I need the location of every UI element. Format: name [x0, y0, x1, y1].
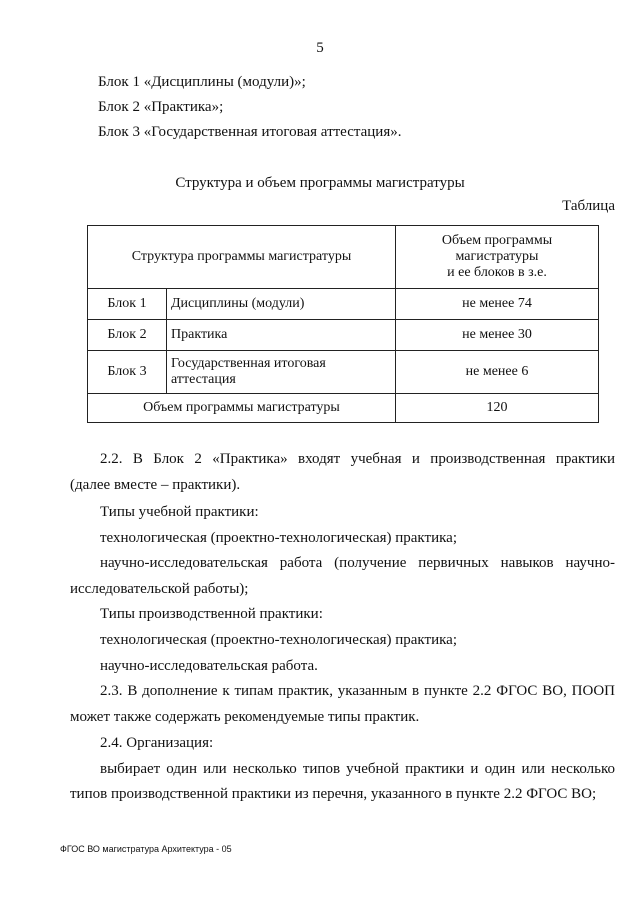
block-name-cell: Дисциплины (модули) [167, 289, 396, 320]
total-value-cell: 120 [396, 394, 599, 423]
header-structure-cell [88, 226, 396, 289]
paragraph-2-4-line-2: типов производственной практики из перечня, указанного в пункте 2.2 ФГОС ВО; [70, 786, 597, 802]
paragraph-2-2-line-1: 2.2. В Блок 2 «Практика» входят учебная и производственная практики [100, 451, 615, 467]
header-volume-line-1: Объем программы [441, 233, 553, 248]
prod-practice-type-2: научно-исследовательская работа. [100, 658, 318, 674]
prod-practice-types-heading: Типы производственной практики: [100, 606, 323, 622]
block-name-line-1: Государственная итоговая [171, 356, 326, 371]
total-label-cell: Объем программы магистратуры [88, 394, 396, 423]
header-structure-label: Структура программы магистратуры [131, 249, 352, 264]
block-volume-cell: не менее 74 [396, 289, 599, 320]
block-name-line-2: аттестация [171, 372, 236, 387]
header-volume-line-3: и ее блоков в з.е. [447, 265, 547, 280]
block-2-list-item: Блок 2 «Практика»; [98, 99, 224, 115]
table-caption: Структура и объем программы магистратуры [175, 175, 465, 191]
edu-practice-type-1: технологическая (проектно-технологическая) практика; [100, 530, 457, 546]
table-row [88, 320, 599, 351]
paragraph-2-4-heading: 2.4. Организация: [100, 735, 214, 751]
block-3-list-item: Блок 3 «Государственная итоговая аттестация». [98, 124, 402, 140]
block-cell: Блок 3 [88, 351, 167, 394]
block-volume-cell: не менее 6 [396, 351, 599, 394]
table-header-row [88, 226, 599, 289]
block-cell: Блок 2 [88, 320, 167, 351]
paragraph-2-2-line-2: (далее вместе – практики). [70, 477, 241, 493]
edu-practice-type-2-line-2: исследовательской работы); [70, 581, 249, 597]
paragraph-2-3-line-2: может также содержать рекомендуемые типы практик. [70, 709, 420, 725]
page-number: 5 [316, 40, 324, 56]
edu-practice-types-heading: Типы учебной практики: [100, 504, 259, 520]
paragraph-2-4-line-1: выбирает один или несколько типов учебной практики и один или несколько [100, 761, 615, 777]
table-row [88, 289, 599, 320]
paragraph-2-3-line-1: 2.3. В дополнение к типам практик, указанным в пункте 2.2 ФГОС ВО, ПООП [100, 683, 615, 699]
prod-practice-type-1: технологическая (проектно-технологическая) практика; [100, 632, 457, 648]
edu-practice-type-2-line-1: научно-исследовательская работа (получение первичных навыков научно- [100, 555, 615, 571]
block-name-cell: Практика [167, 320, 396, 351]
block-name-cell [167, 351, 396, 394]
table-total-row [88, 394, 599, 423]
document-footer: ФГОС ВО магистратура Архитектура - 05 [60, 844, 232, 854]
program-structure-table [87, 225, 599, 423]
header-volume-cell [396, 226, 599, 289]
block-volume-cell: не менее 30 [396, 320, 599, 351]
table-row [88, 351, 599, 394]
table-label: Таблица [562, 198, 615, 214]
block-cell: Блок 1 [88, 289, 167, 320]
header-volume-line-2: магистратуры [455, 249, 539, 264]
block-1-list-item: Блок 1 «Дисциплины (модули)»; [98, 74, 306, 90]
